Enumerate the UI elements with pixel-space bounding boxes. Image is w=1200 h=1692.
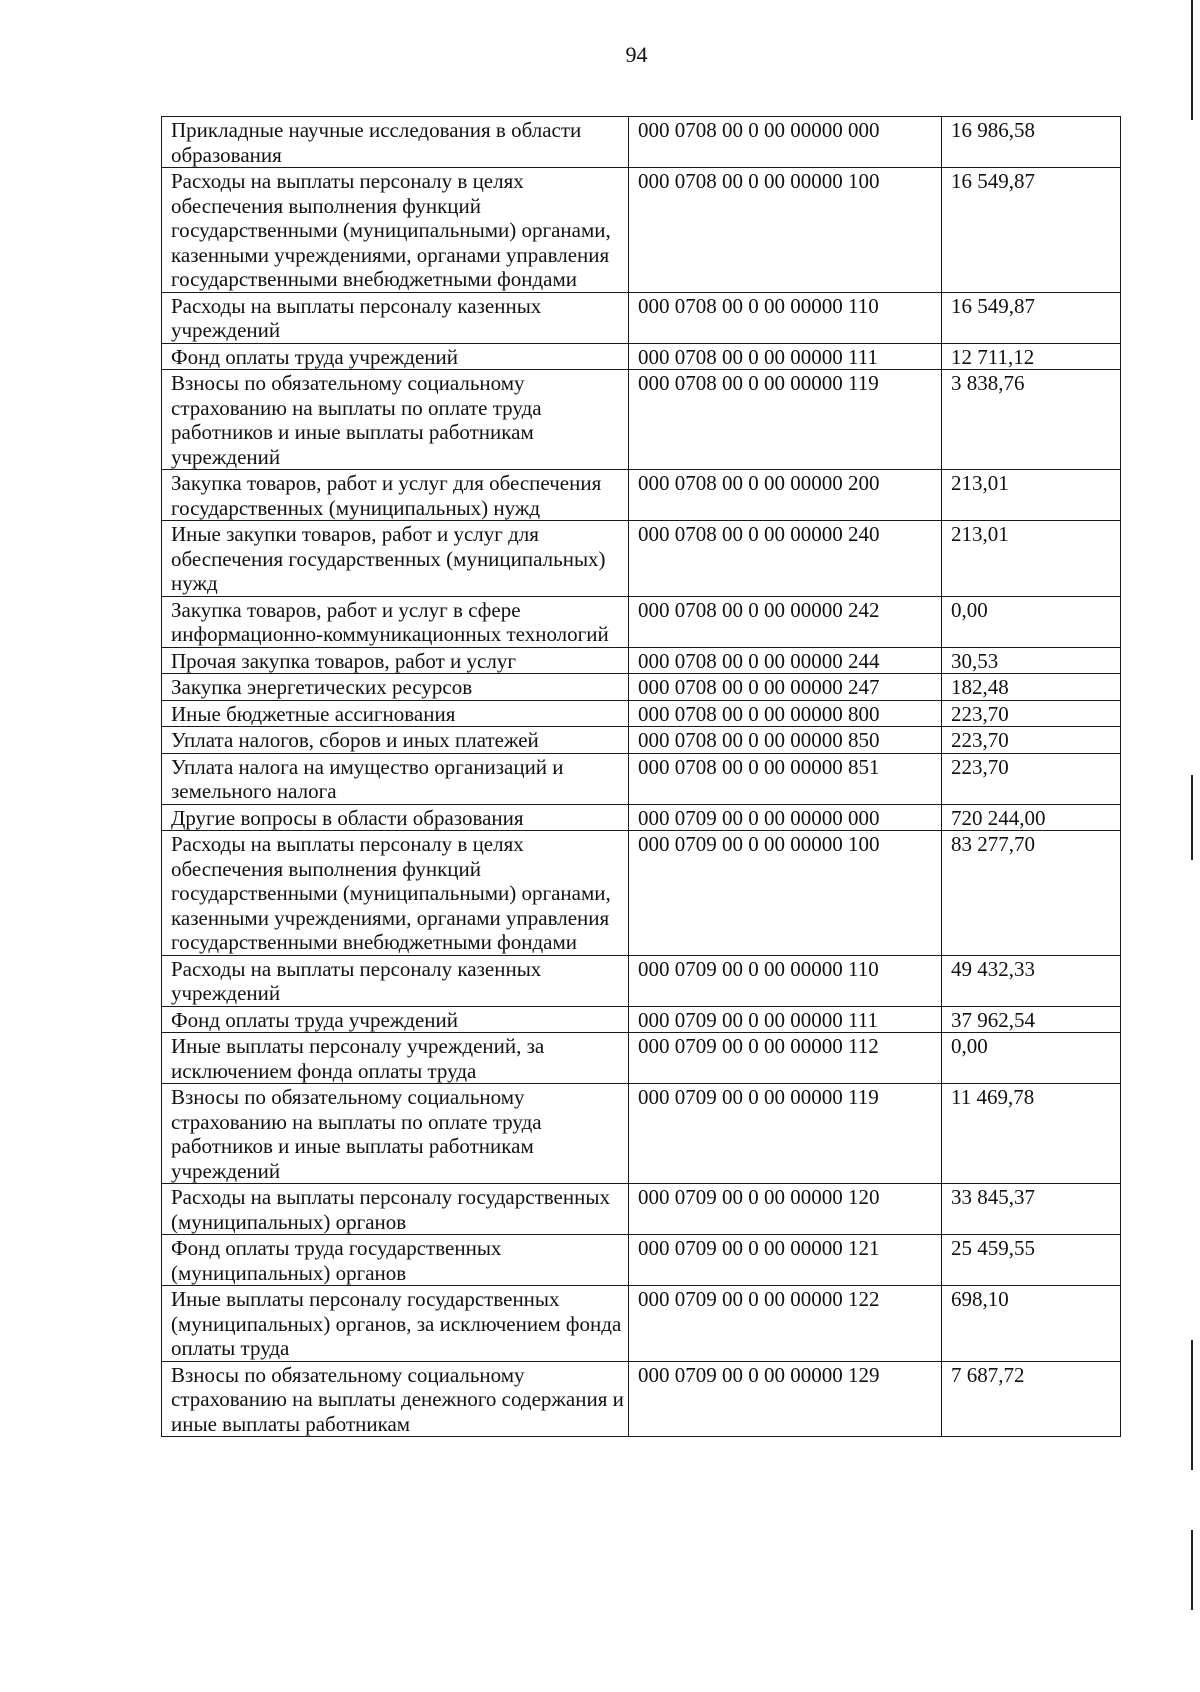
amount-cell: 213,01 (942, 470, 1121, 521)
expense-name-cell: Иные закупки товаров, работ и услуг для обеспечения государственных (муниципальных) нужд (162, 521, 629, 597)
amount-cell: 83 277,70 (942, 831, 1121, 956)
expense-name-cell: Другие вопросы в области образования (162, 804, 629, 831)
amount-cell: 16 549,87 (942, 292, 1121, 343)
amount-cell: 223,70 (942, 753, 1121, 804)
table-row (162, 292, 1121, 343)
page-number: 94 (625, 42, 648, 67)
amount-cell: 16 986,58 (942, 117, 1121, 168)
table-row (162, 1006, 1121, 1033)
budget-code-cell: 000 0709 00 0 00 00000 112 (629, 1033, 942, 1084)
expense-name-cell: Взносы по обязательному социальному страхованию на выплаты по оплате труда работников и иные выплаты работникам учреждений (162, 370, 629, 470)
expense-name-cell: Фонд оплаты труда учреждений (162, 1006, 629, 1033)
table-row (162, 370, 1121, 470)
expense-name-cell: Расходы на выплаты персоналу государственных (муниципальных) органов (162, 1184, 629, 1235)
amount-cell: 3 838,76 (942, 370, 1121, 470)
table-row (162, 117, 1121, 168)
budget-code-cell: 000 0708 00 0 00 00000 800 (629, 700, 942, 727)
amount-cell: 698,10 (942, 1286, 1121, 1362)
table-row (162, 521, 1121, 597)
budget-code-cell: 000 0708 00 0 00 00000 111 (629, 343, 942, 370)
expense-name-cell: Фонд оплаты труда учреждений (162, 343, 629, 370)
table-row (162, 1286, 1121, 1362)
expense-name-cell: Закупка товаров, работ и услуг для обеспечения государственных (муниципальных) нужд (162, 470, 629, 521)
expense-name-cell: Закупка товаров, работ и услуг в сфере информационно-коммуникационных технологий (162, 596, 629, 647)
budget-table-body (162, 117, 1121, 1437)
budget-code-cell: 000 0709 00 0 00 00000 121 (629, 1235, 942, 1286)
scan-edge-mark (1191, 0, 1193, 120)
amount-cell: 182,48 (942, 674, 1121, 701)
amount-cell: 0,00 (942, 1033, 1121, 1084)
scan-edge-mark (1191, 1530, 1193, 1610)
amount-cell: 30,53 (942, 647, 1121, 674)
budget-code-cell: 000 0708 00 0 00 00000 000 (629, 117, 942, 168)
budget-code-cell: 000 0708 00 0 00 00000 119 (629, 370, 942, 470)
budget-code-cell: 000 0708 00 0 00 00000 200 (629, 470, 942, 521)
amount-cell: 11 469,78 (942, 1084, 1121, 1184)
budget-table (161, 116, 1121, 1437)
amount-cell: 49 432,33 (942, 955, 1121, 1006)
table-row (162, 1033, 1121, 1084)
amount-cell: 37 962,54 (942, 1006, 1121, 1033)
budget-code-cell: 000 0709 00 0 00 00000 000 (629, 804, 942, 831)
amount-cell: 7 687,72 (942, 1361, 1121, 1437)
table-row (162, 674, 1121, 701)
amount-cell: 720 244,00 (942, 804, 1121, 831)
budget-code-cell: 000 0708 00 0 00 00000 851 (629, 753, 942, 804)
table-row (162, 1361, 1121, 1437)
amount-cell: 223,70 (942, 727, 1121, 754)
amount-cell: 16 549,87 (942, 168, 1121, 293)
table-row (162, 1084, 1121, 1184)
budget-code-cell: 000 0709 00 0 00 00000 100 (629, 831, 942, 956)
table-row (162, 804, 1121, 831)
expense-name-cell: Фонд оплаты труда государственных (муниципальных) органов (162, 1235, 629, 1286)
amount-cell: 25 459,55 (942, 1235, 1121, 1286)
table-row (162, 700, 1121, 727)
expense-name-cell: Расходы на выплаты персоналу казенных учреждений (162, 292, 629, 343)
expense-name-cell: Прочая закупка товаров, работ и услуг (162, 647, 629, 674)
amount-cell: 33 845,37 (942, 1184, 1121, 1235)
table-row (162, 596, 1121, 647)
budget-code-cell: 000 0708 00 0 00 00000 110 (629, 292, 942, 343)
budget-code-cell: 000 0709 00 0 00 00000 111 (629, 1006, 942, 1033)
table-row (162, 1184, 1121, 1235)
expense-name-cell: Иные выплаты персоналу государственных (муниципальных) органов, за исключением фонда оплаты труда (162, 1286, 629, 1362)
amount-cell: 223,70 (942, 700, 1121, 727)
table-row (162, 955, 1121, 1006)
expense-name-cell: Расходы на выплаты персоналу в целях обеспечения выполнения функций государственными (муниципальными) органами, казенными учреждениями, органами управления государственными внебюджетными фондами (162, 168, 629, 293)
budget-code-cell: 000 0708 00 0 00 00000 850 (629, 727, 942, 754)
table-row (162, 753, 1121, 804)
budget-code-cell: 000 0709 00 0 00 00000 120 (629, 1184, 942, 1235)
budget-code-cell: 000 0708 00 0 00 00000 100 (629, 168, 942, 293)
expense-name-cell: Уплата налогов, сборов и иных платежей (162, 727, 629, 754)
scan-edge-mark (1191, 775, 1193, 860)
amount-cell: 12 711,12 (942, 343, 1121, 370)
expense-name-cell: Иные бюджетные ассигнования (162, 700, 629, 727)
table-row (162, 1235, 1121, 1286)
budget-code-cell: 000 0708 00 0 00 00000 240 (629, 521, 942, 597)
table-row (162, 343, 1121, 370)
budget-code-cell: 000 0709 00 0 00 00000 119 (629, 1084, 942, 1184)
amount-cell: 0,00 (942, 596, 1121, 647)
expense-name-cell: Взносы по обязательному социальному страхованию на выплаты по оплате труда работников и иные выплаты работникам учреждений (162, 1084, 629, 1184)
amount-cell: 213,01 (942, 521, 1121, 597)
table-row (162, 831, 1121, 956)
scan-edge-mark (1191, 1340, 1193, 1470)
budget-code-cell: 000 0709 00 0 00 00000 122 (629, 1286, 942, 1362)
expense-name-cell: Расходы на выплаты персоналу казенных учреждений (162, 955, 629, 1006)
table-row (162, 470, 1121, 521)
expense-name-cell: Уплата налога на имущество организаций и земельного налога (162, 753, 629, 804)
budget-code-cell: 000 0709 00 0 00 00000 110 (629, 955, 942, 1006)
budget-code-cell: 000 0708 00 0 00 00000 247 (629, 674, 942, 701)
budget-code-cell: 000 0709 00 0 00 00000 129 (629, 1361, 942, 1437)
table-row (162, 647, 1121, 674)
table-row (162, 168, 1121, 293)
expense-name-cell: Взносы по обязательному социальному страхованию на выплаты денежного содержания и иные выплаты работникам (162, 1361, 629, 1437)
expense-name-cell: Закупка энергетических ресурсов (162, 674, 629, 701)
expense-name-cell: Иные выплаты персоналу учреждений, за исключением фонда оплаты труда (162, 1033, 629, 1084)
budget-code-cell: 000 0708 00 0 00 00000 244 (629, 647, 942, 674)
expense-name-cell: Прикладные научные исследования в области образования (162, 117, 629, 168)
expense-name-cell: Расходы на выплаты персоналу в целях обеспечения выполнения функций государственными (муниципальными) органами, казенными учреждениями, органами управления государственными внебюджетными фондами (162, 831, 629, 956)
table-row (162, 727, 1121, 754)
budget-code-cell: 000 0708 00 0 00 00000 242 (629, 596, 942, 647)
